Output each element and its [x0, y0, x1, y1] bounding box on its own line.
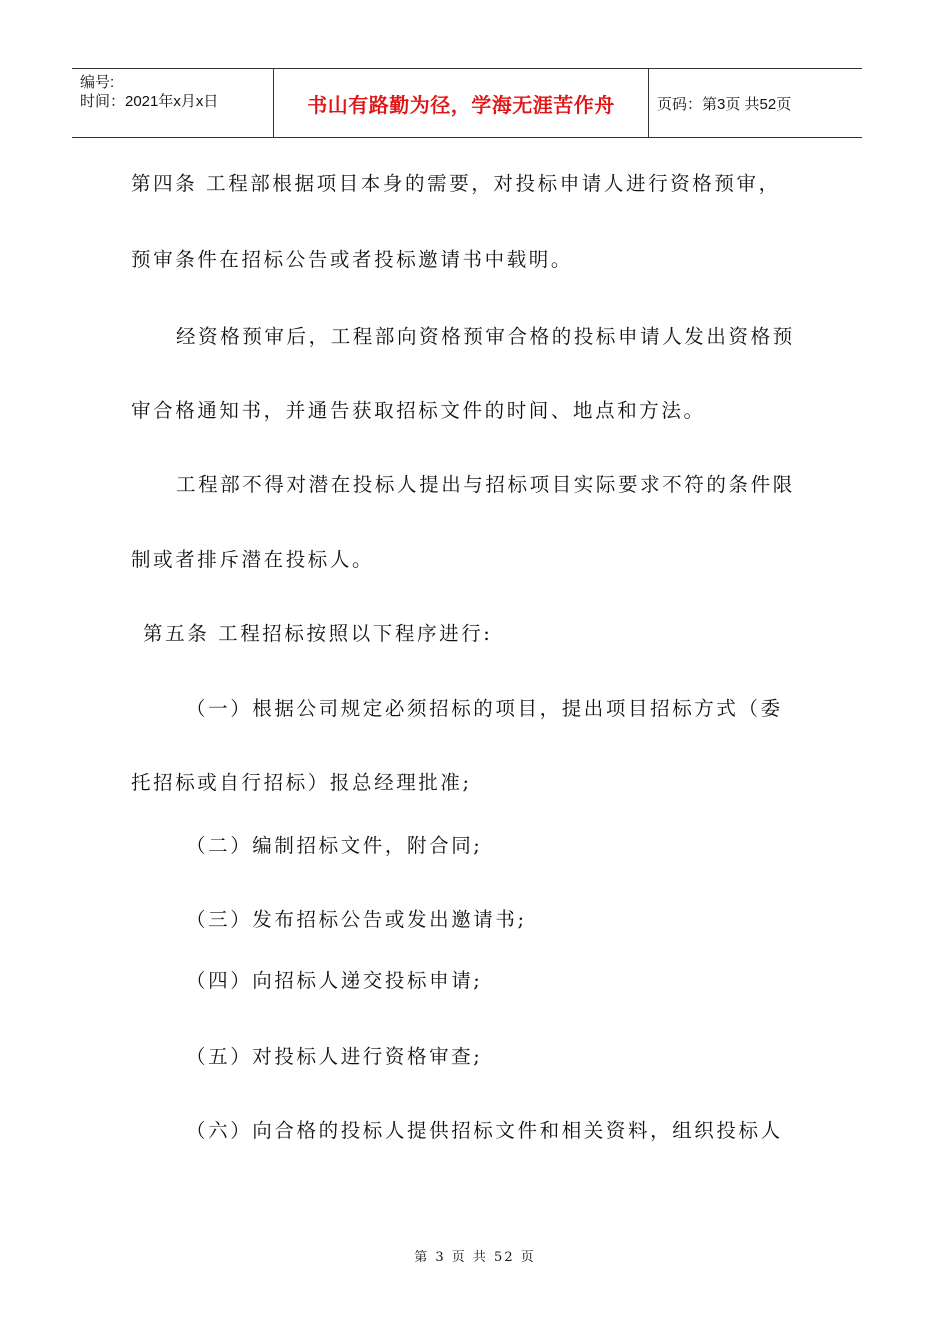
body-line: （五）对投标人进行资格审查;: [186, 1045, 483, 1068]
body-line: 审合格通知书，并通告获取招标文件的时间、地点和方法。: [131, 399, 706, 422]
serial-label: 编号:: [80, 74, 115, 91]
header-page-cell: [649, 69, 862, 137]
body-line: （二）编制招标文件，附合同;: [186, 834, 483, 857]
body-line: 经资格预审后，工程部向资格预审合格的投标申请人发出资格预: [176, 325, 795, 348]
body-line: 预审条件在招标公告或者投标邀请书中载明。: [131, 248, 574, 271]
header-meta-cell: [72, 69, 274, 137]
motto-text: 书山有路勤为径，学海无涯苦作舟: [307, 92, 615, 117]
body-line: （三）发布招标公告或发出邀请书;: [186, 908, 527, 931]
header-motto-cell: [274, 69, 649, 137]
time-label: 时间：2021年x月x日: [80, 93, 219, 110]
body-line: 托招标或自行招标）报总经理批准;: [131, 771, 472, 794]
body-line: （一）根据公司规定必须招标的项目，提出项目招标方式（委: [186, 697, 783, 720]
page-footer: 第 3 页 共 52 页: [414, 1250, 536, 1265]
page-code: 页码：第3页 共52页: [657, 95, 792, 113]
page-header: [72, 68, 862, 138]
body-line: 制或者排斥潜在投标人。: [131, 548, 375, 571]
body-line: （四）向招标人递交投标申请;: [186, 969, 483, 992]
body-line: 工程部不得对潜在投标人提出与招标项目实际要求不符的条件限: [176, 473, 795, 496]
body-line: （六）向合格的投标人提供招标文件和相关资料，组织投标人: [186, 1119, 783, 1142]
body-line: 第五条 工程招标按照以下程序进行:: [143, 622, 493, 645]
body-line: 第四条 工程部根据项目本身的需要，对投标申请人进行资格预审，: [131, 172, 781, 195]
